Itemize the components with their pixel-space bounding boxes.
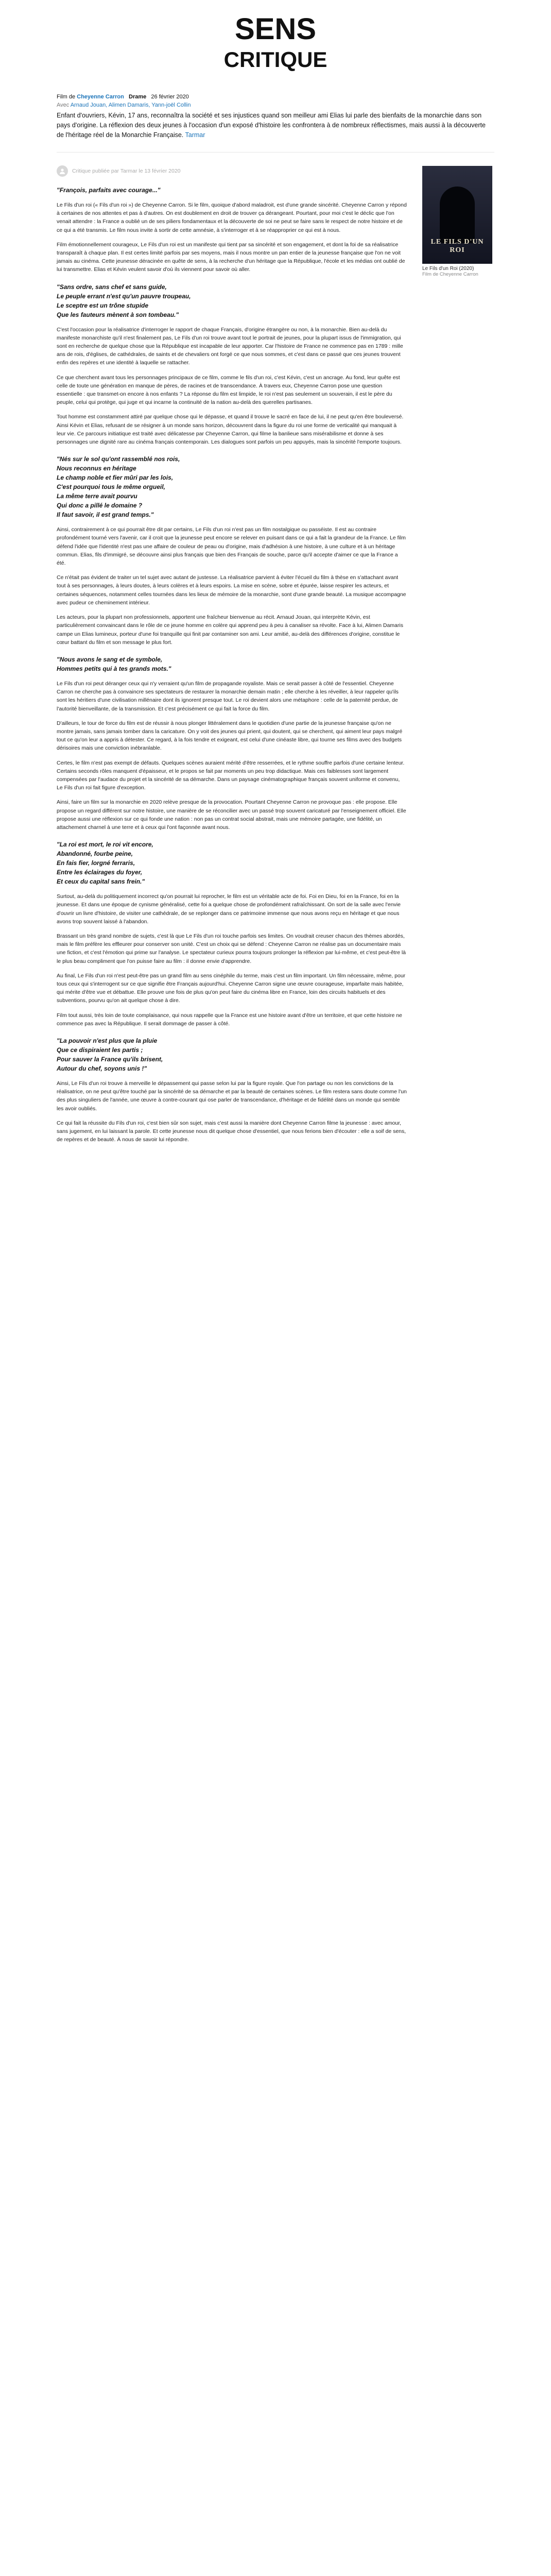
poster-image[interactable] <box>422 166 492 264</box>
logo-line2: CRITIQUE <box>223 47 328 72</box>
review-quote: "La pouvoir n'est plus que la pluie Que ce dispiraient les partis ; Pour sauver la France qu'ils brisent, Autour du chef, soyons unis !" <box>57 1037 163 1072</box>
review-paragraph: D'ailleurs, le tour de force du film est de réussir à nous plonger littéralement dans le quotidien d'une partie de la jeunesse française qu'on ne montre jamais, sans jamais tomber dans la caricature. On y voit des jeunes qui prient, qui doutent, qui se cherchent, qui aiment leur pays malgré tout ce qu'on leur a appris à détester. Ce regard, à la fois tendre et exigeant, est celui d'une cinéaste libre, qui tourne ses films avec des budgets dérisoires mais une conviction inébranlable. <box>57 720 403 752</box>
review-paragraph: Certes, le film n'est pas exempt de défauts. Quelques scènes auraient mérité d'être resserrées, et le rythme souffre parfois d'une certaine lenteur. Certains seconds rôles manquent d'épaisseur, et le propos se fait par moments un peu trop didactique. Mais ces faiblesses sont largement compensées par l'audace du projet et la sincérité de sa démarche. Dans un paysage cinématographique français souvent uniforme et convenu, Le Fils d'un roi fait figure d'exception. <box>57 759 405 791</box>
review-paragraph: Ce n'était pas évident de traiter un tel sujet avec autant de justesse. La réalisatrice parvient à éviter l'écueil du film à thèse en s'attachant avant tout à ses personnages, à leurs doutes, à leurs colères et à leurs espoirs. La mise en scène, sobre et épurée, laisse respirer les acteurs, et certaines séquences, notamment celles tournées dans les lieux de mémoire de la monarchie, sont d'une grande beauté. La musique accompagne avec pudeur ce cheminement intérieur. <box>57 574 406 606</box>
review-quote: "Nous avons le sang et de symbole, Hommes petits qui à tes grands mots." <box>57 655 171 672</box>
film-label: Film de <box>57 94 76 100</box>
sens-critique-logo[interactable] <box>223 10 328 77</box>
review-paragraph: Le Fils d'un roi (« Fils d'un roi ») de Cheyenne Carron. Si le film, quoique d'abord maladroit, est d'une grande sincérité. Cheyenne Carron y répond à certaines de nos attentes et pas à d'autres. On est doublement en droit de trouver ça dérangeant. Pourtant, pour moi c'est le déclic que l'on venait attendre : la France a oublié un de ses piliers fondamentaux et la découverte de soi ne peut se faire sans le respect de notre histoire et de ce qui a été transmis. Le film nous invite à sortir de cette amnésie, à s'interroger et à se réapproprier ce qui est à nous. <box>57 202 407 233</box>
synopsis-author[interactable]: Tarmar <box>185 131 205 139</box>
review-quote: "Sans ordre, sans chef et sans guide, Le peuple errant n'est qu'un pauvre troupeau, Le sceptre est un trône stupide Que les fauteurs mènent à son tombeau." <box>57 283 191 318</box>
film-synopsis <box>57 111 494 140</box>
review-quote: "François, parfaits avec courage..." <box>57 187 161 194</box>
review-author-row <box>57 165 407 177</box>
film-cast[interactable]: Arnaud Jouan, Alimen Damaris, Yann-joël Collin <box>70 102 191 108</box>
review-paragraph: Tout homme est constamment attiré par quelque chose qui le dépasse, et quand il trouve le sacré en face de lui, il ne peut qu'en être bouleversé. Ainsi Kévin et Elias, refusant de se résigner à un monde sans horizon, découvrent dans la figure du roi une forme de verticalité qui manquait à leur vie. Ce parcours initiatique est traité avec délicatesse par Cheyenne Carron, qui filme la banlieue sans misérabilisme et donne à ses personnages une dignité rare au cinéma français contemporain. Les dialogues sont parfois un peu appuyés, mais la sincérité l'emporte toujours. <box>57 414 404 446</box>
review-quote: "Nés sur le sol qu'ont rassemblé nos rois, Nous reconnus en héritage Le champ noble et fier mûri par les lois, C'est pourquoi tous le même orgueil, La même terre avait pourvu Qui donc a pillé le domaine ? Il faut savoir, il est grand temps." <box>57 455 180 519</box>
review-paragraph: Ainsi, faire un film sur la monarchie en 2020 relève presque de la provocation. Pourtant Cheyenne Carron ne provoque pas : elle propose. Elle propose un regard différent sur notre histoire, une manière de se réconcilier avec un passé trop souvent caricaturé par l'enseignement officiel. Elle propose aussi une réflexion sur ce qui fonde une nation : non pas un contrat social abstrait, mais une mémoire partagée, une fidélité, un attachement charnel à une terre et à ceux qui l'ont façonnée avant nous. <box>57 799 406 831</box>
review-paragraph: Surtout, au-delà du politiquement incorrect qu'on pourrait lui reprocher, le film est un véritable acte de foi. Foi en Dieu, foi en la France, foi en la jeunesse. Et dans une époque de cynisme généralisé, cette foi a quelque chose de profondément rafraîchissant. On sort de la salle avec l'envie d'ouvrir un livre d'histoire, de visiter une cathédrale, de se replonger dans ce patrimoine immense que nous avons reçu en héritage et que nous avons trop souvent laissé à l'abandon. <box>57 893 401 925</box>
logo-mark <box>223 10 328 77</box>
review-paragraph: C'est l'occasion pour la réalisatrice d'interroger le rapport de chaque Français, d'origine étrangère ou non, à la monarchie. Bien au-delà du manifeste monarchiste qu'il n'est finalement pas, Le Fils d'un roi trouve avant tout le portrait de jeunes, pour la plupart issus de l'immigration, qui sont en recherche de quelque chose que la République est incapable de leur apporter. Car l'histoire de France ne commence pas en 1789 : mille ans de rois, d'églises, de cathédrales, de saints et de chevaliers ont forgé ce que nous sommes, et c'est dans ce passé que ces jeunes trouvent enfin des repères et une identité à laquelle se rattacher. <box>57 326 403 366</box>
logo-line1: SENS <box>235 12 316 46</box>
user-icon <box>59 168 65 174</box>
review-paragraph: Ce que cherchent avant tous les personnages principaux de ce film, comme le fils d'un roi, c'est Kévin, c'est un ancrage. Au fond, leur quête est celle de toute une génération en manque de pères, de racines et de transcendance. À travers eux, Cheyenne Carron pose une question essentielle : que transmet-on encore à nos enfants ? La réponse du film est limpide, le roi n'est pas seulement un souverain, il est le père du peuple, celui qui protège, qui juge et qui incarne la continuité de la nation au-delà des querelles partisanes. <box>57 374 400 406</box>
poster-silhouette <box>440 187 475 243</box>
review-paragraph: Ainsi, contrairement à ce qui pourrait être dit par certains, Le Fils d'un roi n'est pas un film nostalgique ou passéiste. Il est au contraire profondément tourné vers l'avenir, car il croit que la jeunesse peut encore se relever en puisant dans ce qui a fait la grandeur de la France. Le film défend l'idée que l'identité n'est pas une affaire de couleur de peau ou d'origine, mais d'adhésion à une histoire, à une culture et à un héritage commun. Elias, fils d'immigré, se découvre ainsi plus français que bien des Français de souche, parce qu'il accepte d'aimer ce que la France a été. <box>57 527 406 567</box>
cast-label: Avec <box>57 102 70 108</box>
review-body <box>57 165 407 1144</box>
avatar[interactable] <box>57 165 68 177</box>
poster-title: LE FILS D'UN ROI <box>431 238 484 254</box>
review-paragraph: Film émotionnellement courageux, Le Fils d'un roi est un manifeste qui tient par sa sincérité et son engagement, et dont la foi de sa réalisatrice transparaît à chaque plan. Il est certes limité parfois par ses moyens, mais il nous montre un pan entier de la jeunesse française que l'on ne voit jamais au cinéma. Cette jeunesse déracinée en quête de sens, à la recherche d'un héritage que la République, l'école et les médias ont oublié de lui transmettre. Elias et Kévin veulent savoir d'où ils viennent pour savoir où aller. <box>57 241 405 273</box>
film-director[interactable]: Cheyenne Carron <box>77 94 124 100</box>
review-paragraph: Ainsi, Le Fils d'un roi trouve à merveille le dépassement qui passe selon lui par la figure royale. Que l'on partage ou non les convictions de la réalisatrice, on ne peut qu'être touché par la sincérité de sa démarche et par la beauté de certaines scènes. Le film restera sans doute comme l'un des plus singuliers de l'année, une œuvre à contre-courant qui ose parler de transcendance, d'héritage et de fidélité dans un monde qui semble les avoir oubliés. <box>57 1080 407 1112</box>
film-poster[interactable] <box>422 166 492 277</box>
review-author-line: Critique publiée par Tarmar le 13 février 2020 <box>72 168 181 174</box>
review-quote: "La roi est mort, le roi vit encore, Abandonné, fourbe peine, En fais fier, lorgné ferraris, Entre les éclairages du foyer, Et ceux du capital sans frein." <box>57 841 153 886</box>
review-paragraph: Ce qui fait la réussite du Fils d'un roi, c'est bien sûr son sujet, mais c'est aussi la manière dont Cheyenne Carron filme la jeunesse : avec amour, sans jugement, en lui laissant la parole. Et cette jeunesse nous dit quelque chose d'essentiel, que nous ferions bien d'écouter : elle a soif de sens, de repères et de beauté. À nous de savoir lui répondre. <box>57 1120 406 1143</box>
review-paragraph: Les acteurs, pour la plupart non professionnels, apportent une fraîcheur bienvenue au récit. Arnaud Jouan, qui interprète Kévin, est particulièrement convaincant dans le rôle de ce jeune homme en colère qui apprend peu à peu à canaliser sa révolte. Face à lui, Alimen Damaris campe un Elias lumineux, porteur d'une foi tranquille qui finit par contaminer son ami. Leur amitié, au-delà des différences d'origine, constitue le cœur battant du film et son message le plus fort. <box>57 614 403 646</box>
review-paragraph: Le Fils d'un roi peut déranger ceux qui n'y verraient qu'un film de propagande royaliste. Mais ce serait passer à côté de l'essentiel. Cheyenne Carron ne cherche pas à convaincre ses spectateurs de restaurer la monarchie demain matin ; elle cherche à les réveiller, à leur rappeler qu'ils sont les héritiers d'une civilisation millénaire dont ils ignorent presque tout. Le roi devient alors une métaphore : celle de la paternité perdue, de l'autorité bienveillante, de la transmission. Et c'est précisément ce qui fait la force du film. <box>57 680 399 712</box>
film-date: 26 février 2020 <box>151 94 189 100</box>
film-meta <box>57 93 494 109</box>
review-paragraph: Film tout aussi, très loin de toute complaisance, qui nous rappelle que la France est une histoire avant d'être un territoire, et que cette histoire ne commence pas avec la République. Il serait dommage de passer à côté. <box>57 1012 402 1027</box>
poster-caption[interactable]: Le Fils d'un Roi (2020) <box>422 266 474 272</box>
review-paragraph: Brassant un très grand nombre de sujets, c'est là que Le Fils d'un roi touche parfois ses limites. On voudrait creuser chacun des thèmes abordés, mais le film préfère les effleurer pour conserver son unité. C'est un choix qui se défend : Cheyenne Carron ne réalise pas un documentaire mais une fiction, et c'est l'émotion qui prime sur l'analyse. Le spectateur curieux pourra toujours prolonger la réflexion par lui-même, et c'est peut-être là le plus beau compliment que l'on puisse faire au film : il donne envie d'apprendre. <box>57 933 406 964</box>
review-paragraph: Au final, Le Fils d'un roi n'est peut-être pas un grand film au sens cinéphile du terme, mais c'est un film important. Un film nécessaire, même, pour tous ceux qui s'interrogent sur ce que signifie être Français aujourd'hui. Cheyenne Carron signe une œuvre courageuse, imparfaite mais habitée, qui mérite d'être vue et débattue. Elle prouve une fois de plus qu'on peut faire du cinéma libre en France, loin des circuits habituels et des subventions, pourvu qu'on ait quelque chose à dire. <box>57 972 406 1004</box>
poster-credit: Film de Cheyenne Carron <box>422 272 478 277</box>
synopsis-text: Enfant d'ouvriers, Kévin, 17 ans, reconnaîtra la société et ses injustices quand son meilleur ami Elias lui parle des bienfaits de la monarchie dans son pays d'origine. La réflexion des deux jeunes à l'occasion d'un exposé d'histoire les confrontera à de nombreux réflectismes, mais aussi à la découverte de l'héritage réel de la Monarchie Française. <box>57 112 486 139</box>
film-genre: Drame <box>129 94 147 100</box>
